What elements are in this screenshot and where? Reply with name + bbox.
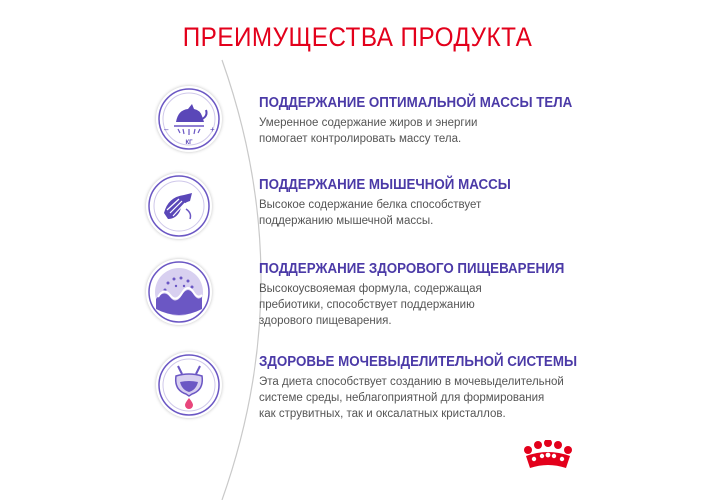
description-line: системе среды, неблагоприятной для формирования [259, 392, 545, 404]
description-line: Высокоусвояемая формула, содержащая [259, 283, 482, 295]
description-line: пребиотики, способствует поддержанию [259, 299, 475, 311]
digestion-icon [146, 259, 212, 325]
feature-heading: ПОДДЕРЖАНИЕ МЫШЕЧНОЙ МАССЫ [259, 177, 511, 193]
feature-description [259, 197, 619, 229]
muscle-icon [146, 173, 212, 239]
description-line: Эта диета способствует созданию в мочевыделительной [259, 376, 564, 388]
royal-canin-crown-icon [520, 440, 576, 474]
svg-text:–: – [164, 125, 169, 134]
description-line: Высокое содержание белка способствует [259, 199, 482, 211]
description-line: помогает контролировать массу тела. [259, 133, 462, 145]
description-line: как струвитных, так и оксалатных кристаллов. [259, 408, 506, 420]
svg-text:+: + [210, 125, 215, 134]
description-line: поддержанию мышечной массы. [259, 215, 434, 227]
description-line: Умеренное содержание жиров и энергии [259, 117, 478, 129]
bladder-icon [156, 352, 222, 418]
feature-heading: ПОДДЕРЖАНИЕ ЗДОРОВОГО ПИЩЕВАРЕНИЯ [259, 261, 565, 277]
feature-description [259, 115, 619, 147]
cat-scale-icon [156, 86, 222, 152]
description-line: здорового пищеварения. [259, 315, 392, 327]
page-title: ПРЕИМУЩЕСТВА ПРОДУКТА [182, 22, 533, 52]
svg-text:КГ: КГ [185, 140, 193, 146]
feature-heading: ПОДДЕРЖАНИЕ ОПТИМАЛЬНОЙ МАССЫ ТЕЛА [259, 95, 573, 111]
feature-description [259, 374, 619, 422]
feature-description [259, 281, 619, 329]
feature-heading: ЗДОРОВЬЕ МОЧЕВЫДЕЛИТЕЛЬНОЙ СИСТЕМЫ [259, 354, 578, 370]
